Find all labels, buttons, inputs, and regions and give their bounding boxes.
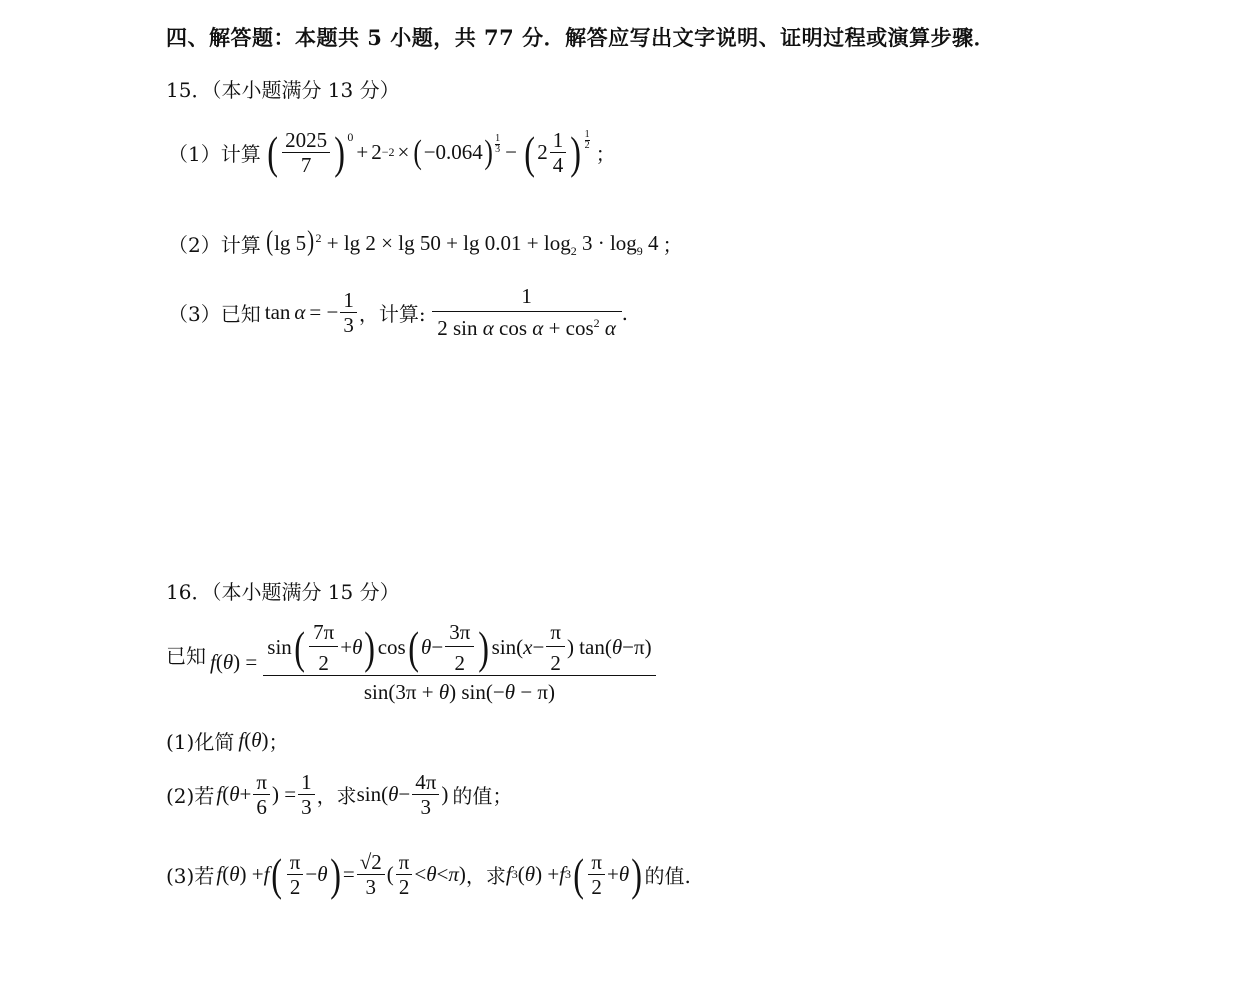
q15-part1-expression: ( $\frac{2025}{7}$ ) $^0$ + 2 −2 × ( −0.064 ) 1 3 − ( 2 $\frac{1}{4}$ ) 1 2 [267,126,590,178]
question-15-header: 15．（本小题满分 13 分） [166,78,400,102]
q15-part3-given: tan α = − $\frac{1}{3}$ [265,288,359,337]
q15-part2-label: （2）计算 [168,233,261,258]
q15-part2-expression: (lg $5)^2 + \lg 2 \times \lg 50 + \lg 0.01 + \log_2 3 \cdot \log_9 4$ [265,226,659,259]
q15-part1-end: ； [595,142,616,167]
q16-part1-end: ； [268,730,289,754]
q16-part2-label: (2)若 [166,784,215,809]
q16-part1-expression: f(θ) [238,728,269,752]
q16-given-label: 已知 [166,644,206,669]
q16-part1 [166,726,289,755]
q16-part3-given: f ( θ ) + f ( $\frac{\pi}{2}$ − θ ) = $\frac{√2}{3}$ ( $\frac{\pi}{2}$ < θ < π ) [216,848,466,900]
section-title: 四、解答题：本题共 5 小题，共 77 分．解答应写出文字说明、证明过程或演算步骤． [166,25,996,50]
q15-part2 [168,228,683,259]
q15-part1 [168,128,616,177]
q16-given [166,620,656,705]
q16-part2-mid: ，求 [316,784,357,809]
q15-part3-label: （3）已知 [168,302,261,326]
q16-part2-target: sin( θ − $\frac{4\pi}{3}$ ) [356,770,449,820]
q16-part3-target: f 3 ( θ ) + f 3 ( $\frac{\pi}{2}$ + θ ) [505,848,643,900]
q16-part2 [166,770,512,819]
q16-part3-end: 的值. [644,864,691,889]
q15-part1-label: （1）计算 [168,142,261,167]
q16-part3-label: (3)若 [166,864,215,889]
q15-part3-end: . [621,300,628,325]
q16-part3-mid: ，求 [465,864,506,889]
q16-part1-label: (1)化简 [166,730,235,754]
q16-part2-given: f ( θ + $\frac{\pi}{6}$ ) = $\frac{1}{3}$ [216,770,316,819]
q16-given-expression: f ( θ ) = sin ( $\frac{7\pi}{2}$ + θ ) cos ( θ − $\frac{3\pi}{2}$ ) sin( x − $\frac{\pi}{2}$ ) tan( θ −π) sin(3π + θ) sin(−θ − π) [210,620,656,705]
q15-part3-expression: $\frac{1}{2 \sin \alpha \cos \alpha + \cos^2 \alpha}$ [432,284,622,341]
q15-part2-end: ； [662,233,683,258]
q16-part2-end: 的值； [452,784,513,809]
q15-part3 [168,284,628,341]
q15-part3-mid: ，计算: [358,302,426,326]
q16-part3 [166,850,691,899]
question-16-header: 16．（本小题满分 15 分） [166,580,400,604]
